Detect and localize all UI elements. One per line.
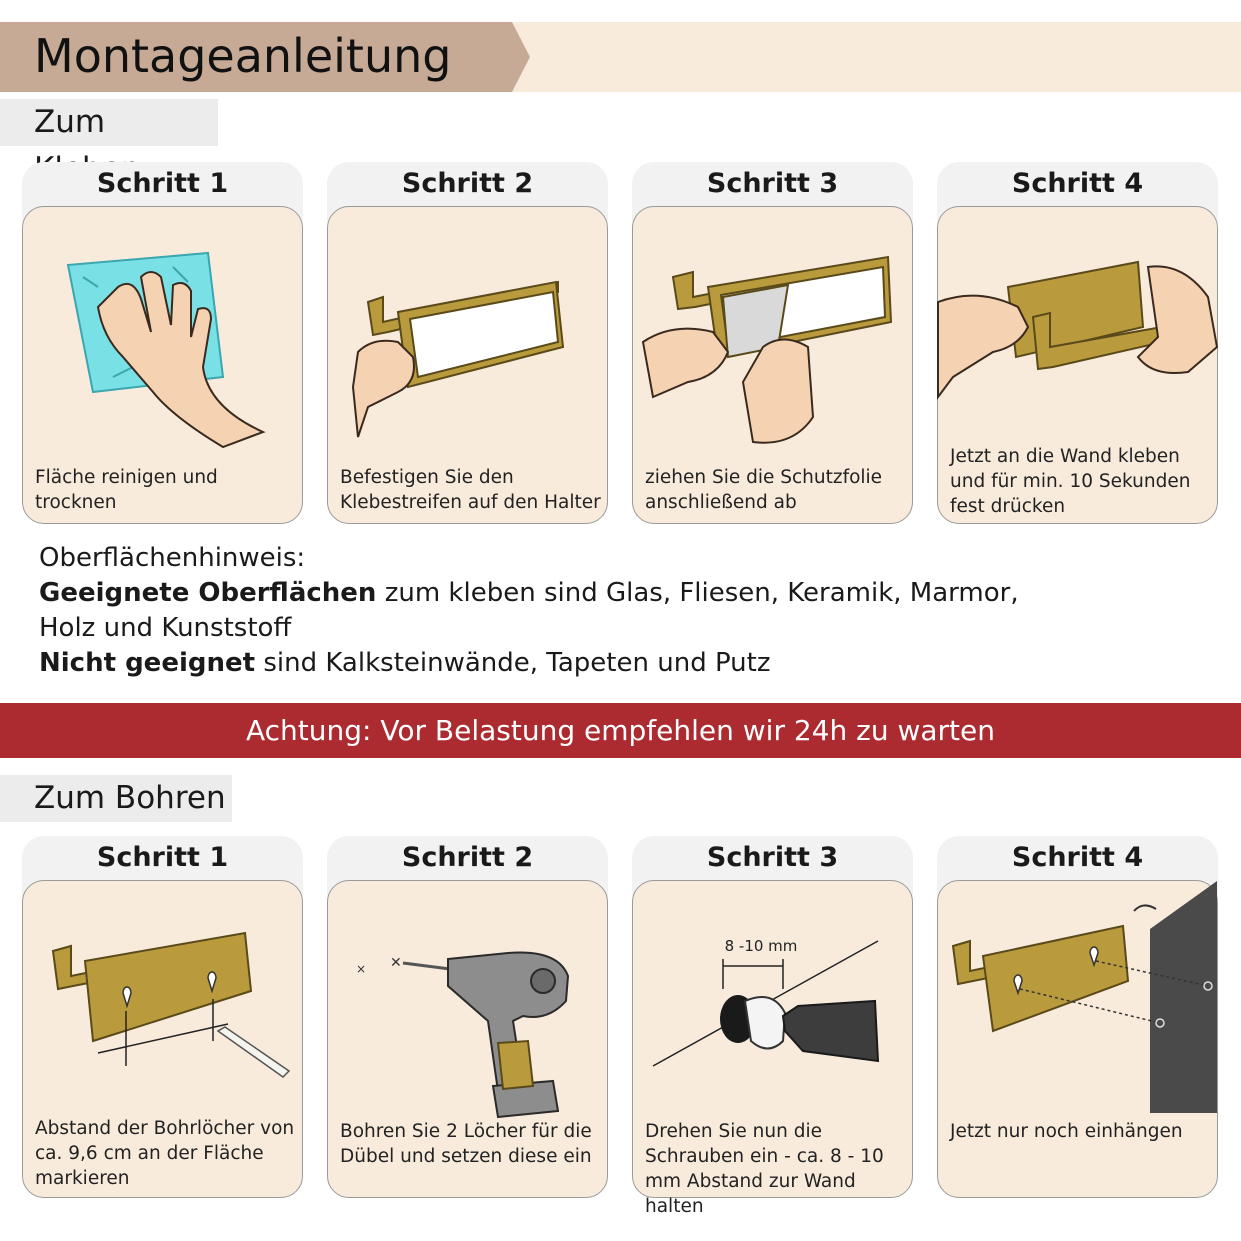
svg-text:✕: ✕ [390, 955, 402, 971]
peel-film-icon [633, 207, 912, 457]
kleben-step-3-title: Schritt 3 [632, 162, 913, 222]
bohren-step-3-caption: Drehen Sie nun die Schrauben ein - ca. 8 - 10 mm Abstand zur Wand halten [645, 1121, 884, 1217]
bohren-step-3-title: Schritt 3 [632, 836, 913, 896]
bohren-step-4-body [937, 880, 1218, 1198]
surface-note-unsuitable-bold: Nicht geeignet [39, 648, 256, 678]
page-title: Montageanleitung [34, 29, 452, 83]
bohren-step-4-caption: Jetzt nur noch einhängen [950, 1121, 1183, 1142]
kleben-step-3-card [632, 162, 913, 525]
kleben-step-2-caption: Befestigen Sie den Klebestreifen auf den Halter [340, 467, 601, 513]
kleben-step-1-caption: Fläche reinigen und trocknen [35, 467, 218, 513]
bohren-step-3-card [632, 836, 913, 1217]
bohren-step-1-body [22, 880, 303, 1198]
surface-note-heading: Oberflächenhinweis: [39, 543, 306, 573]
kleben-step-1-title: Schritt 1 [22, 162, 303, 222]
bohren-step-4-card [937, 836, 1218, 1199]
section-label-kleben: Zum [0, 99, 218, 146]
measure-label: 8 -10 mm [724, 937, 798, 955]
mark-holes-icon [23, 881, 302, 1131]
section-label-bohren: Zum Bohren [0, 775, 232, 822]
surface-note [39, 541, 1039, 681]
bohren-step-1-card [22, 836, 303, 1199]
surface-note-unsuitable-text: sind Kalksteinwände, Tapeten und Putz [255, 648, 771, 678]
bohren-step-1-title: Schritt 1 [22, 836, 303, 896]
drill-icon [328, 881, 607, 1131]
kleben-step-3-caption: ziehen Sie die Schutzfolie anschließend ab [645, 467, 883, 513]
surface-note-unsuitable [39, 646, 1039, 681]
bohren-step-4-title: Schritt 4 [937, 836, 1218, 896]
kleben-step-1-card [22, 162, 303, 525]
cloth-cleaning-icon [23, 207, 302, 457]
tape-attach-icon [328, 207, 607, 457]
kleben-step-2-body [327, 206, 608, 524]
bohren-step-2-title: Schritt 2 [327, 836, 608, 896]
screw-distance-icon [633, 881, 912, 1131]
bohren-step-2-body [327, 880, 608, 1198]
kleben-step-2-title: Schritt 2 [327, 162, 608, 222]
kleben-step-1-body [22, 206, 303, 524]
bohren-step-3-body [632, 880, 913, 1217]
warning-bar: Achtung: Vor Belastung empfehlen wir 24h zu warten [0, 703, 1241, 758]
kleben-step-4-title: Schritt 4 [937, 162, 1218, 222]
hang-holder-icon [938, 881, 1217, 1131]
kleben-step-3-body [632, 206, 913, 524]
bohren-step-2-caption: Bohren Sie 2 Löcher für die Dübel und setzen diese ein [340, 1121, 592, 1167]
kleben-step-4-body [937, 206, 1218, 524]
press-holder-icon [938, 207, 1217, 457]
title-banner [0, 22, 1241, 92]
svg-text:×: × [356, 962, 367, 976]
surface-note-suitable-bold: Geeignete Oberflächen [39, 578, 377, 608]
bohren-step-1-caption: Abstand der Bohrlöcher von ca. 9,6 cm an der Fläche markieren [35, 1118, 295, 1189]
kleben-step-2-card [327, 162, 608, 525]
surface-note-suitable [39, 576, 1039, 646]
surface-note-suitable-text: zum kleben sind Glas, Fliesen, Keramik, Marmor, Holz und Kunststoff [39, 578, 1019, 643]
kleben-step-4-card [937, 162, 1218, 525]
kleben-step-4-caption: Jetzt an die Wand kleben und für min. 10 Sekunden fest drücken [950, 446, 1191, 517]
bohren-step-2-card [327, 836, 608, 1199]
